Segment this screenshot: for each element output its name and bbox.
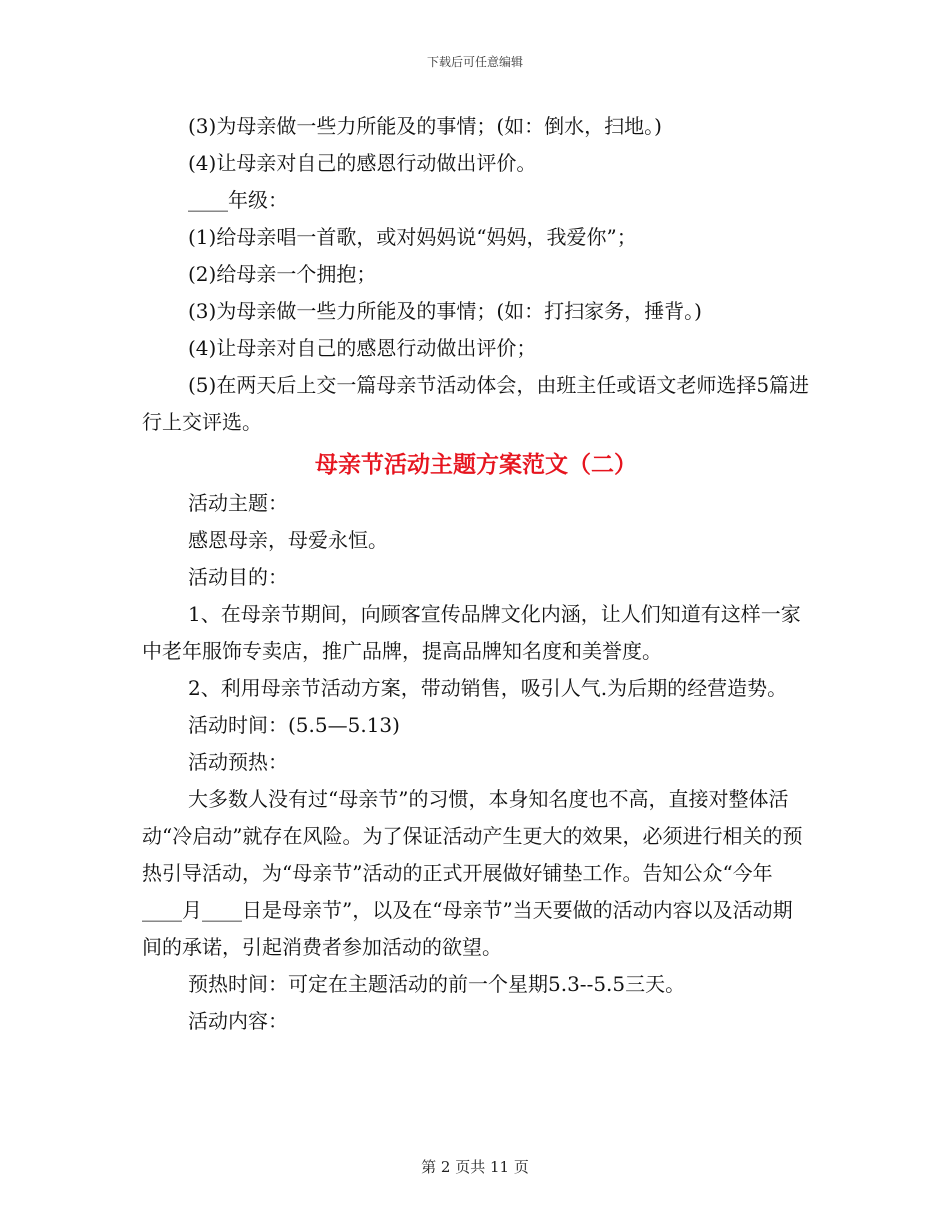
paragraph: 预热时间：可定在主题活动的前一个星期5.3--5.5三天。: [188, 972, 686, 996]
paragraph: 感恩母亲，母爱永恒。: [188, 528, 388, 552]
paragraph: 1、在母亲节期间，向顾客宣传品牌文化内涵，让人们知道有这样一家中老年服饰专卖店，推广品牌，提高品牌知名度和美誉度。: [142, 602, 801, 663]
paragraph: 活动时间：(5.5—5.13): [188, 713, 400, 737]
paragraph: 活动内容：: [188, 1009, 288, 1033]
paragraph: (3)为母亲做一些力所能及的事情；(如：打扫家务，捶背。): [188, 299, 702, 323]
paragraph: 活动目的：: [188, 565, 288, 589]
paragraph: 活动预热：: [188, 750, 288, 774]
section-title: 母亲节活动主题方案范文（二）: [315, 451, 637, 478]
paragraph: 2、利用母亲节活动方案，带动销售，吸引人气.为后期的经营造势。: [188, 676, 788, 700]
paragraph: (5)在两天后上交一篇母亲节活动体会，由班主任或语文老师选择5篇进行上交评选。: [142, 373, 810, 434]
paragraph: (2)给母亲一个拥抱；: [188, 262, 377, 286]
paragraph: (1)给母亲唱一首歌，或对妈妈说“妈妈，我爱你”；: [188, 225, 637, 249]
paragraph: (4)让母亲对自己的感恩行动做出评价；: [188, 336, 537, 360]
paragraph: (3)为母亲做一些力所能及的事情；(如：倒水，扫地。): [188, 114, 662, 138]
paragraph: ____年级：: [188, 188, 288, 212]
document-body: [142, 108, 810, 1040]
page-header: 下载后可任意编辑: [426, 55, 523, 69]
paragraph: (4)让母亲对自己的感恩行动做出评价。: [188, 151, 537, 175]
paragraph: 活动主题：: [188, 491, 288, 515]
page-footer: 第 2 页共 11 页: [421, 1158, 529, 1176]
paragraph: 大多数人没有过“母亲节”的习惯，本身知名度也不高，直接对整体活动“冷启动”就存在风险。为了保证活动产生更大的效果，必须进行相关的预热引导活动，为“母亲节”活动的正式开展做好铺垫工作。告知公众“今年____月____日是母亲节”，以及在“母亲节”当天要做的活动内容以及活动期间的承诺，引起消费者参加活动的欲望。: [142, 787, 803, 959]
